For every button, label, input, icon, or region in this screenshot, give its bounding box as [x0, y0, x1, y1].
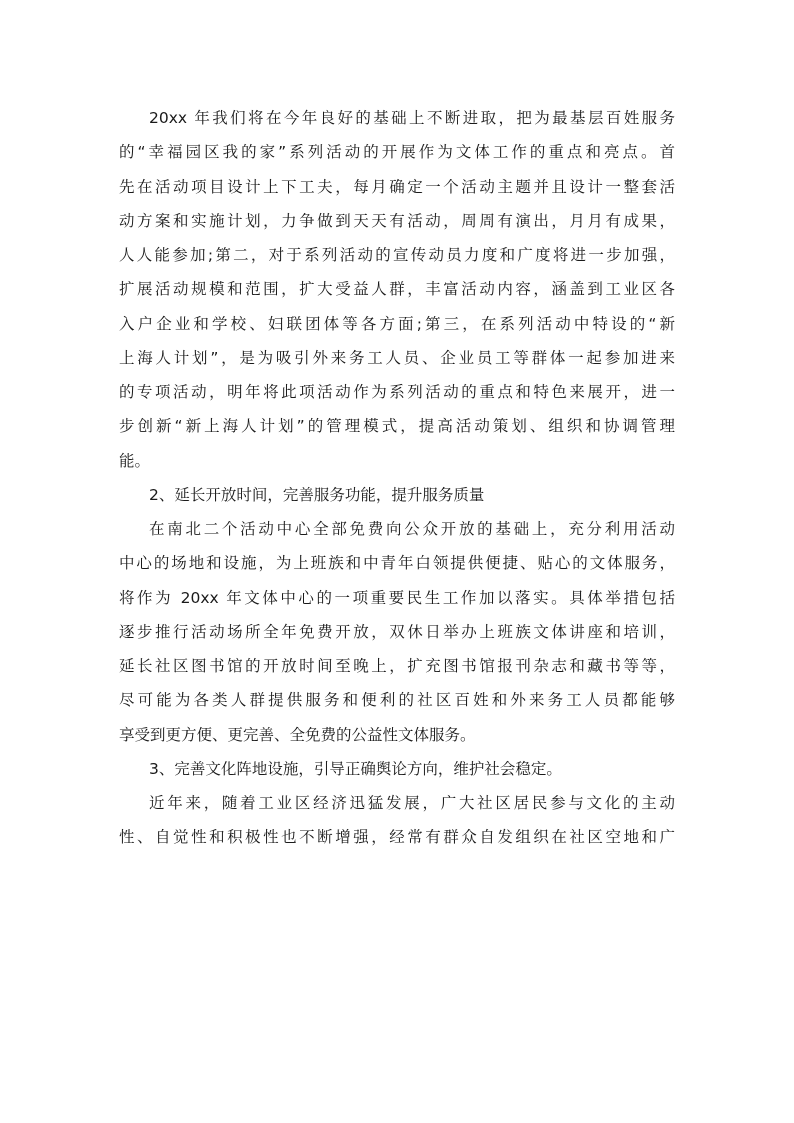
heading-text: 2、延长开放时间，完善服务功能，提升服务质量 — [149, 485, 485, 504]
text-line: 人人能参加;第二，对于系列活动的宣传动员力度和广度将进一步加强， — [119, 246, 675, 264]
heading-text: 3、完善文化阵地设施，引导正确舆论方向，维护社会稳定。 — [149, 759, 562, 778]
text-line: 中心的场地和设施，为上班族和中青年白领提供便捷、贴心的文体服务， — [119, 554, 675, 573]
text-line: 在南北二个活动中心全部免费向公众开放的基础上，充分利用活动 — [149, 520, 675, 538]
text-line: 先在活动项目设计上下工夫，每月确定一个活动主题并且设计一整套活 — [119, 177, 675, 196]
text-line: 上海人计划”，是为吸引外来务工人员、企业员工等群体一起参加进来 — [119, 348, 675, 367]
paragraph-intro — [119, 101, 675, 478]
text-line: 动方案和实施计划，力争做到天天有活动，周周有演出，月月有成果， — [119, 211, 675, 230]
text-line: 享受到更方便、更完善、全免费的公益性文体服务。 — [119, 725, 476, 744]
text-line: 的专项活动，明年将此项活动作为系列活动的重点和特色来展开，进一 — [119, 383, 675, 401]
text-line: 步创新“新上海人计划”的管理模式，提高活动策划、组织和协调管理 — [119, 417, 675, 436]
text-line: 扩展活动规模和范围，扩大受益人群，丰富活动内容，涵盖到工业区各 — [119, 280, 675, 299]
text-line: 的“幸福园区我的家”系列活动的开展作为文体工作的重点和亮点。首 — [119, 143, 675, 162]
paragraph-section-2 — [119, 512, 675, 752]
section-heading-2 — [119, 478, 675, 512]
text-line: 将作为 20xx 年文体中心的一项重要民生工作加以落实。具体举措包括 — [119, 588, 675, 607]
document-body — [119, 101, 675, 855]
text-line: 入户企业和学校、妇联团体等各方面;第三，在系列活动中特设的“新 — [119, 314, 675, 333]
text-line: 性、自觉性和积极性也不断增强，经常有群众自发组织在社区空地和广 — [119, 828, 675, 847]
text-line: 能。 — [119, 451, 151, 470]
section-heading-3 — [119, 752, 675, 786]
text-line: 逐步推行活动场所全年免费开放，双休日举办上班族文体讲座和培训， — [119, 622, 675, 641]
text-line: 延长社区图书馆的开放时间至晚上，扩充图书馆报刊杂志和藏书等等， — [119, 657, 675, 675]
text-line: 20xx 年我们将在今年良好的基础上不断进取，把为最基层百姓服务 — [149, 109, 675, 127]
text-line: 近年来，随着工业区经济迅猛发展，广大社区居民参与文化的主动 — [149, 794, 675, 812]
paragraph-section-3 — [119, 786, 675, 855]
text-line: 尽可能为各类人群提供服务和便利的社区百姓和外来务工人员都能够 — [119, 691, 675, 710]
